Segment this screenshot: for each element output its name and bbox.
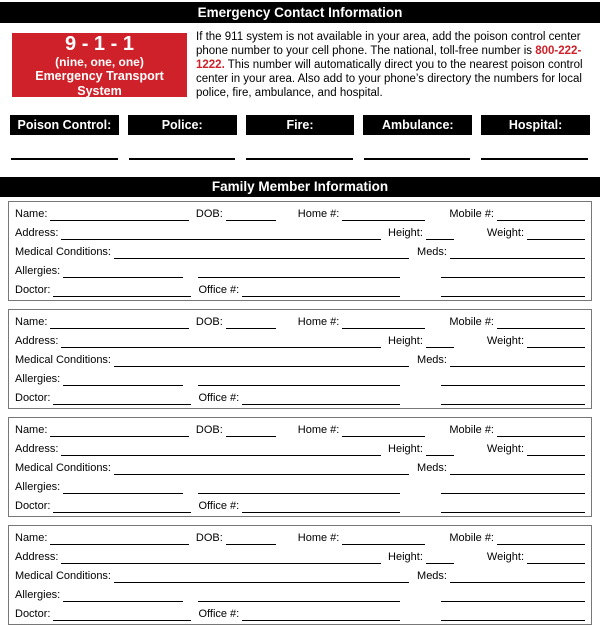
weight-blank-line [527,229,585,240]
meds-continuation-line-2 [441,610,585,621]
meds-continuation-line-2 [441,286,585,297]
dob-blank-line [226,426,276,437]
meds-blank-line [450,464,585,475]
name-dob-phone-row [15,206,585,221]
family-section-title: Family Member Information [0,177,600,197]
allergies-blank-line [63,483,183,494]
home-phone-label: Home #: [297,532,340,544]
doctor-blank-line [53,610,191,621]
contact-label-hospital: Hospital: [481,115,590,135]
weight-label: Weight: [486,335,524,347]
police-blank-line [129,158,236,160]
name-label: Name: [15,532,48,544]
office-phone-blank-line [242,394,400,405]
911-number: 9 - 1 - 1 [65,33,134,55]
allergies-blank-line [63,267,183,278]
office-phone-label: Office #: [198,392,240,404]
dob-label: DOB: [195,424,223,436]
address-label: Address: [15,443,59,455]
intro-section [12,33,588,100]
hospital-blank-line [481,158,588,160]
weight-blank-line [527,553,585,564]
allergies-label: Allergies: [15,589,61,601]
office-phone-blank-line [242,610,400,621]
meds-continuation-line-1 [441,267,585,278]
medical-conditions-label: Medical Conditions: [15,354,111,366]
mobile-phone-blank-line [497,534,585,545]
weight-blank-line [527,445,585,456]
doctor-office-row [15,498,585,513]
911-system-label: Emergency Transport System [35,69,164,98]
office-phone-blank-line [242,286,400,297]
home-phone-label: Home #: [297,424,340,436]
name-blank-line [50,534,188,545]
office-phone-blank-line [242,502,400,513]
mobile-phone-blank-line [497,318,585,329]
name-dob-phone-row [15,530,585,545]
allergies-blank-line [63,591,183,602]
mobile-phone-blank-line [497,210,585,221]
mobile-phone-label: Mobile #: [449,316,494,328]
poison-control-blank-line [11,158,118,160]
allergies-continuation-line [198,591,400,602]
poison-control-paragraph [196,30,588,100]
medical-conditions-blank-line [114,572,409,583]
name-blank-line [50,210,188,221]
meds-label: Meds: [417,570,447,582]
paragraph-text-before: If the 911 system is not available in your area, add the poison control center phone number to your cell phone. The national, toll-free number is [196,31,581,57]
doctor-office-row [15,390,585,405]
allergies-label: Allergies: [15,481,61,493]
address-blank-line [61,553,381,564]
address-height-weight-row [15,333,585,348]
family-sections-container [8,201,592,625]
meds-label: Meds: [417,462,447,474]
name-label: Name: [15,424,48,436]
meds-continuation-line-1 [441,375,585,386]
name-dob-phone-row [15,422,585,437]
doctor-office-row [15,282,585,297]
name-dob-phone-row [15,314,585,329]
name-label: Name: [15,316,48,328]
meds-continuation-line-1 [441,591,585,602]
medical-conditions-blank-line [114,248,409,259]
911-subtitle: (nine, one, one) [55,55,144,69]
911-emergency-box [12,33,187,97]
allergies-label: Allergies: [15,373,61,385]
mobile-phone-blank-line [497,426,585,437]
weight-label: Weight: [486,443,524,455]
medical-conditions-meds-row [15,352,585,367]
meds-blank-line [450,356,585,367]
medical-conditions-blank-line [114,464,409,475]
medical-conditions-blank-line [114,356,409,367]
ambulance-blank-line [364,158,471,160]
allergies-blank-line [63,375,183,386]
family-member-section [8,417,592,517]
name-blank-line [50,318,188,329]
meds-continuation-line-2 [441,394,585,405]
mobile-phone-label: Mobile #: [449,532,494,544]
home-phone-blank-line [342,318,425,329]
contact-label-ambulance: Ambulance: [363,115,472,135]
page-title: Emergency Contact Information [0,2,600,23]
address-label: Address: [15,335,59,347]
medical-conditions-label: Medical Conditions: [15,570,111,582]
family-member-section [8,309,592,409]
meds-label: Meds: [417,246,447,258]
doctor-label: Doctor: [15,392,51,404]
height-label: Height: [388,335,423,347]
address-label: Address: [15,227,59,239]
medical-conditions-meds-row [15,460,585,475]
home-phone-blank-line [342,426,425,437]
home-phone-blank-line [342,210,425,221]
height-label: Height: [388,551,423,563]
medical-conditions-label: Medical Conditions: [15,462,111,474]
contact-label-row [10,115,590,135]
weight-label: Weight: [486,551,524,563]
allergies-continuation-line [198,267,400,278]
allergies-continuation-line [198,375,400,386]
address-height-weight-row [15,441,585,456]
dob-blank-line [226,318,276,329]
height-blank-line [426,553,454,564]
allergies-row [15,371,585,386]
height-blank-line [426,229,454,240]
address-height-weight-row [15,549,585,564]
family-member-section [8,525,592,625]
name-label: Name: [15,208,48,220]
dob-label: DOB: [195,532,223,544]
weight-blank-line [527,337,585,348]
dob-label: DOB: [195,316,223,328]
doctor-label: Doctor: [15,608,51,620]
meds-continuation-line-1 [441,483,585,494]
doctor-blank-line [53,286,191,297]
doctor-blank-line [53,394,191,405]
allergies-row [15,587,585,602]
dob-label: DOB: [195,208,223,220]
address-label: Address: [15,551,59,563]
medical-conditions-label: Medical Conditions: [15,246,111,258]
home-phone-label: Home #: [297,208,340,220]
home-phone-blank-line [342,534,425,545]
contact-blank-line-row [11,158,588,160]
doctor-label: Doctor: [15,284,51,296]
poison-control-phone: 800-222-1222. [196,45,582,71]
mobile-phone-label: Mobile #: [449,424,494,436]
height-blank-line [426,337,454,348]
doctor-label: Doctor: [15,500,51,512]
contact-label-poison-control: Poison Control: [10,115,119,135]
meds-blank-line [450,572,585,583]
dob-blank-line [226,534,276,545]
allergies-row [15,263,585,278]
mobile-phone-label: Mobile #: [449,208,494,220]
office-phone-label: Office #: [198,284,240,296]
address-blank-line [61,229,381,240]
dob-blank-line [226,210,276,221]
medical-conditions-meds-row [15,568,585,583]
office-phone-label: Office #: [198,608,240,620]
contact-label-fire: Fire: [246,115,355,135]
meds-blank-line [450,248,585,259]
height-label: Height: [388,227,423,239]
name-blank-line [50,426,188,437]
address-blank-line [61,337,381,348]
weight-label: Weight: [486,227,524,239]
height-blank-line [426,445,454,456]
home-phone-label: Home #: [297,316,340,328]
office-phone-label: Office #: [198,500,240,512]
height-label: Height: [388,443,423,455]
fire-blank-line [246,158,353,160]
allergies-continuation-line [198,483,400,494]
family-member-section [8,201,592,301]
address-height-weight-row [15,225,585,240]
meds-label: Meds: [417,354,447,366]
contact-label-police: Police: [128,115,237,135]
doctor-office-row [15,606,585,621]
medical-conditions-meds-row [15,244,585,259]
meds-continuation-line-2 [441,502,585,513]
paragraph-text-after: This number will automatically direct you to the nearest poison control center in your area. Also add to your phone’s directory the numbers for local police, fire, ambulance, and hospital. [196,59,583,99]
allergies-label: Allergies: [15,265,61,277]
allergies-row [15,479,585,494]
address-blank-line [61,445,381,456]
doctor-blank-line [53,502,191,513]
